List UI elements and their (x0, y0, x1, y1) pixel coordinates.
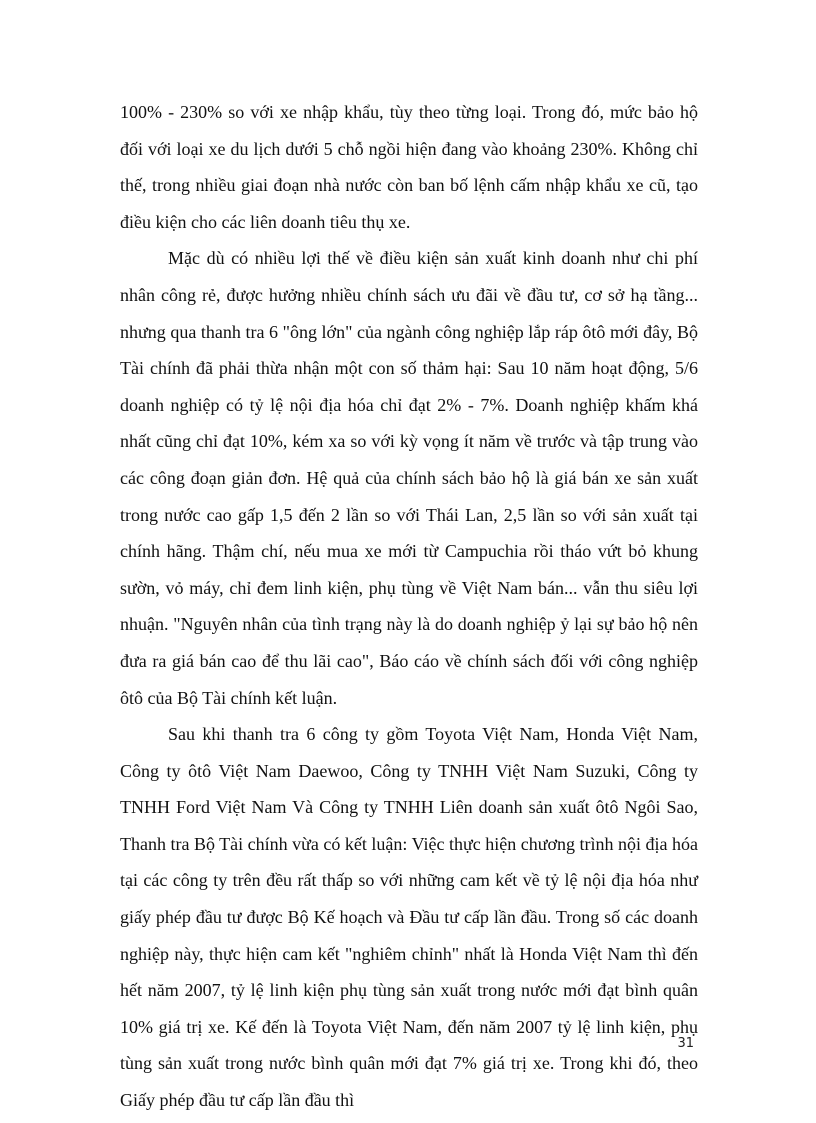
paragraph-1: 100% - 230% so với xe nhập khẩu, tùy theo từng loại. Trong đó, mức bảo hộ đối với loại xe du lịch dưới 5 chỗ ngồi hiện đang vào khoảng 230%. Không chỉ thế, trong nhiều giai đoạn nhà nước còn ban bố lệnh cấm nhập khẩu xe cũ, tạo điều kiện cho các liên doanh tiêu thụ xe. (120, 102, 698, 232)
body-text (120, 94, 698, 1119)
paragraph-3: Sau khi thanh tra 6 công ty gồm Toyota Việt Nam, Honda Việt Nam, Công ty ôtô Việt Nam Daewoo, Công ty TNHH Việt Nam Suzuki, Công ty TNHH Ford Việt Nam Và Công ty TNHH Liên doanh sản xuất ôtô Ngôi Sao, Thanh tra Bộ Tài chính vừa có kết luận: Việc thực hiện chương trình nội địa hóa tại các công ty trên đều rất thấp so với những cam kết về tỷ lệ nội địa hóa như giấy phép đầu tư được Bộ Kế hoạch và Đầu tư cấp lần đầu. Trong số các doanh nghiệp này, thực hiện cam kết "nghiêm chỉnh" nhất là Honda Việt Nam thì đến hết năm 2007, tỷ lệ linh kiện phụ tùng sản xuất trong nước mới đạt bình quân 10% giá trị xe. Kế đến là Toyota Việt Nam, đến năm 2007 tỷ lệ linh kiện, phụ tùng sản xuất trong nước bình quân mới đạt 7% giá trị xe. Trong khi đó, theo Giấy phép đầu tư cấp lần đầu thì (120, 724, 698, 1111)
paragraph-2: Mặc dù có nhiều lợi thế về điều kiện sản xuất kinh doanh như chi phí nhân công rẻ, được hưởng nhiều chính sách ưu đãi về đầu tư, cơ sở hạ tầng... nhưng qua thanh tra 6 "ông lớn" của ngành công nghiệp lắp ráp ôtô mới đây, Bộ Tài chính đã phải thừa nhận một con số thảm hại: Sau 10 năm hoạt động, 5/6 doanh nghiệp có tỷ lệ nội địa hóa chỉ đạt 2% - 7%. Doanh nghiệp khấm khá nhất cũng chỉ đạt 10%, kém xa so với kỳ vọng ít năm về trước và tập trung vào các công đoạn giản đơn. Hệ quả của chính sách bảo hộ là giá bán xe sản xuất trong nước cao gấp 1,5 đến 2 lần so với Thái Lan, 2,5 lần so với sản xuất tại chính hãng. Thậm chí, nếu mua xe mới từ Campuchia rồi tháo vứt bỏ khung sườn, vỏ máy, chỉ đem linh kiện, phụ tùng về Việt Nam bán... vẫn thu siêu lợi nhuận. "Nguyên nhân của tình trạng này là do doanh nghiệp ỷ lại sự bảo hộ nên đưa ra giá bán cao để thu lãi cao", Báo cáo về chính sách đối với công nghiệp ôtô của Bộ Tài chính kết luận. (120, 248, 698, 708)
page-number: 31 (677, 1036, 694, 1051)
